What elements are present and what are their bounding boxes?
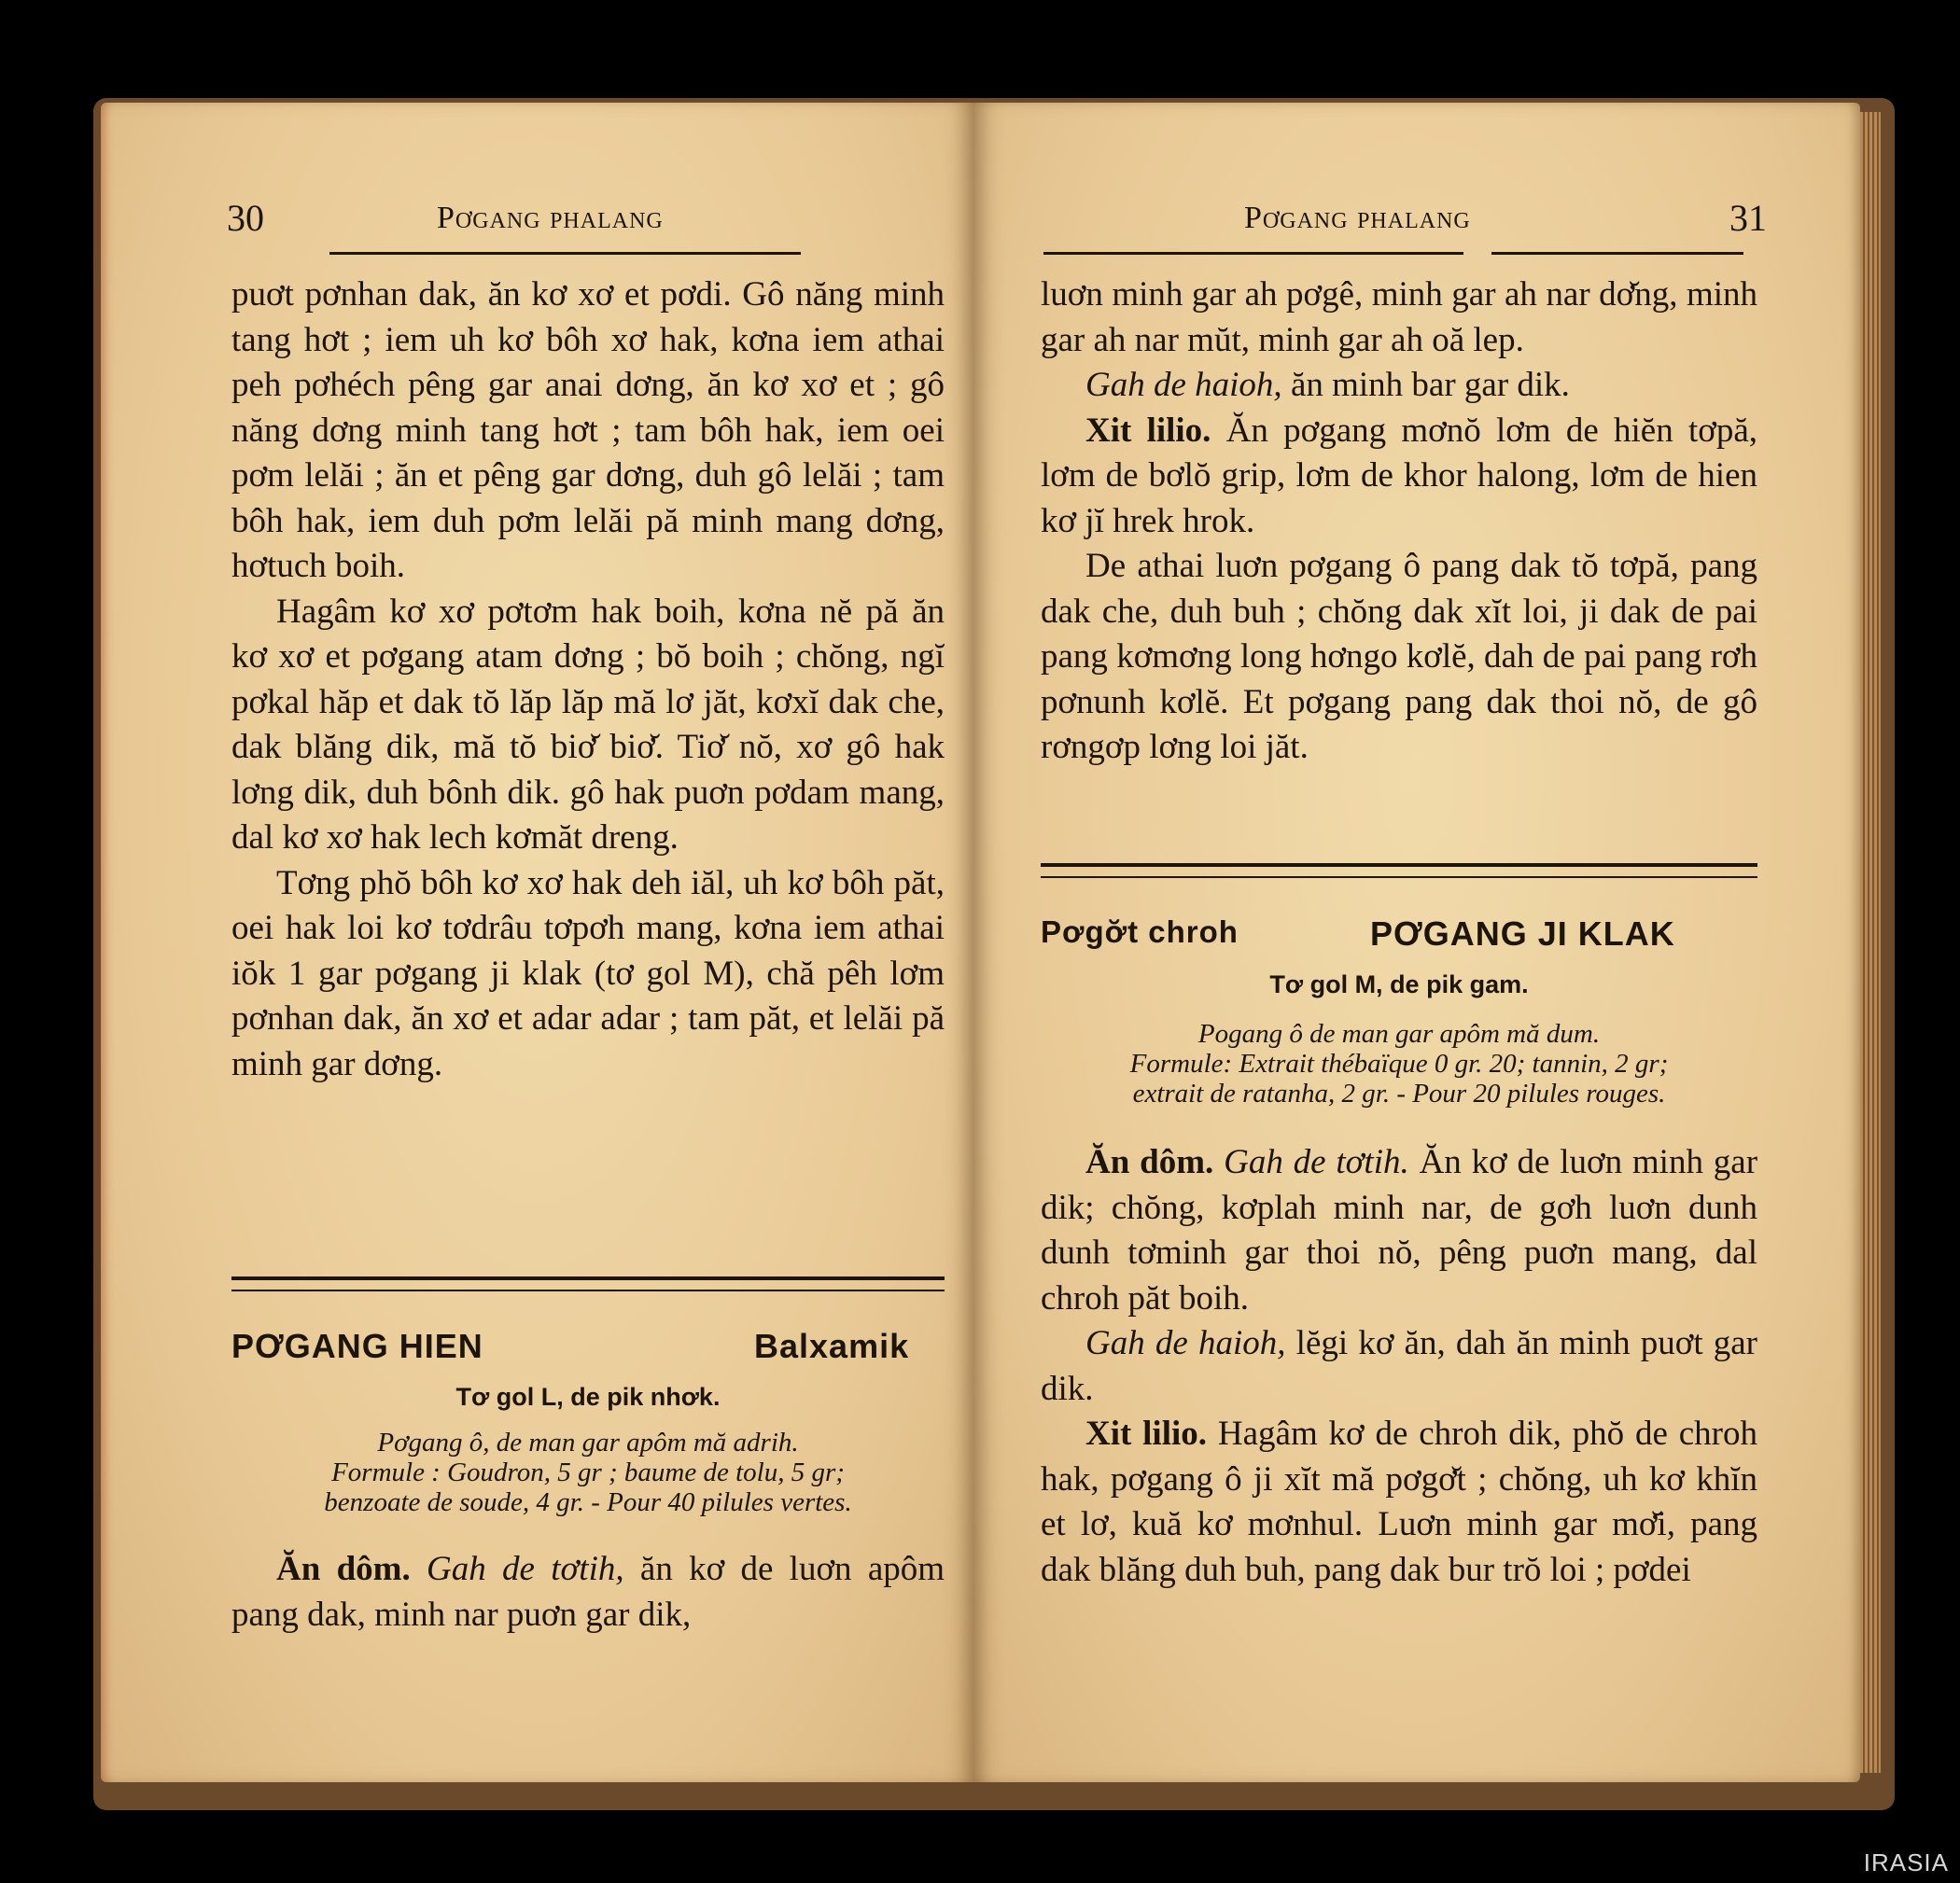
header-rule (329, 252, 801, 255)
paragraph: Hagâm kơ xơ pơtơm hak boih, kơna nĕ pă ăn kơ xơ et pơgang atam dơng ; bŏ boih ; chŏng, ngĭ pơkal hăp et dak tŏ lăp lăp mă lơ jăt, kơxĭ dak che, dak blăng dik, mă tŏ biơ̆ biơ̆. Tiơ̆ nŏ, xơ gô hak lơng dik, duh bônh dik. gô hak puơn pơdam mang, dal kơ xơ hak lech kơmăt dreng. (231, 592, 945, 857)
italic-term: Gah de haioh, (1085, 366, 1282, 404)
left-page (101, 103, 973, 1782)
lead-term: Xit lilio. (1085, 411, 1211, 450)
page-number: 30 (227, 197, 264, 239)
paragraph-text: ăn minh bar gar dik. (1290, 366, 1570, 404)
section-title-left: Pơgơ̆t chroh (1041, 914, 1239, 949)
right-body-text (1041, 272, 1757, 771)
running-head: Pơgang phalang (437, 201, 664, 235)
formula-line: Formule: Extrait thébaïque 0 gr. 20; tannin, 2 gr; (1129, 1049, 1669, 1079)
paragraph: puơt pơnhan dak, ăn kơ xơ et pơdi. Gô năng minh tang hơt ; iem uh kơ bôh xơ hak, kơna iem athai peh pơhéch pêng gar anai dơng, ăn kơ xơ et ; gô năng dơng minh tang hơt ; tam bôh hak, iem oei pơm lelăi ; ăn et pêng gar dơng, duh gô lelăi ; tam bôh hak, iem duh pơm lelăi pă minh mang dơng, hơtuch boih. (231, 275, 945, 585)
page-edges (1860, 112, 1881, 1773)
section-title: PƠGANG JI KLAK (1370, 914, 1675, 953)
page-number: 31 (1729, 197, 1767, 239)
paragraph-text: Ăn kơ de luơn minh gar dik; chŏng, kơplah minh nar, de gơh luơn dunh dunh tơminh gar thoi nŏ, pêng puơn mang, dal chroh păt boih. (1041, 1143, 1758, 1318)
section-subtitle: Tơ gol L, de pik nhơk. (455, 1383, 721, 1411)
formula (231, 1428, 945, 1517)
lead-term: Ăn dôm. (1085, 1143, 1214, 1181)
italic-term: Gah de haioh, (1085, 1324, 1286, 1362)
header-rule (1491, 252, 1743, 255)
paragraph-text: Hagâm kơ de chroh dik, phŏ de chroh hak, pơgang ô ji xĭt mă pơgơ̆t ; chŏng, uh kơ khĭn et lơ, kuă kơ mơnhul. Luơn minh gar mơ̆i, pang dak blăng duh buh, pang dak bur trŏ loi ; pơdei (1041, 1415, 1757, 1589)
header-rule (1043, 252, 1463, 255)
paragraph: De athai luơn pơgang ô pang dak tŏ tơpă, pang dak che, duh buh ; chŏng dak xĭt loi, ji dak de pai pang kơmơng long hơngo kơlĕ, dah de pai pang rơh pơnunh kơlĕ. Et pơgang pang dak thoi nŏ, de gô rơngơp lơng loi jăt. (1041, 547, 1757, 766)
formula-line: Pogang ô de man gar apôm mă dum. (1197, 1019, 1601, 1049)
section-body (231, 1547, 945, 1638)
formula-line: extrait de ratanha, 2 gr. - Pour 20 pilules rouges. (1132, 1079, 1666, 1109)
formula-line: Formule : Goudron, 5 gr ; baume de tolu, 5 gr; (331, 1458, 845, 1487)
section-divider (1041, 863, 1757, 878)
formula (1041, 1019, 1757, 1109)
section-title-right: Balxamik (754, 1327, 910, 1365)
watermark: IRASIA (1863, 1848, 1949, 1876)
paragraph-text: lĕgi kơ ăn, dah ăn minh puơt gar dik. (1041, 1324, 1758, 1408)
lead-term: Ăn dôm. (276, 1550, 411, 1588)
paragraph-text: Ăn pơgang mơnŏ lơm de hiĕn tơpă, lơm de bơlŏ grip, lơm de khor halong, lơm de hien kơ jĭ hrek hrok. (1041, 411, 1757, 540)
section-divider (231, 1276, 945, 1291)
right-page (973, 103, 1860, 1782)
section-title: PƠGANG HIEN (231, 1327, 483, 1365)
italic-term: Gah de tơtih, (427, 1550, 624, 1588)
lead-term: Xit lilio. (1085, 1415, 1208, 1453)
running-head: Pơgang phalang (1244, 201, 1471, 235)
formula-line: Pơgang ô, de man gar apôm mă adrih. (377, 1428, 799, 1458)
left-body-text (231, 272, 945, 1087)
section-subtitle: Tơ gol M, de pik gam. (1269, 970, 1529, 998)
paragraph-text: ăn kơ de luơn apôm pang dak, minh nar puơn gar dik, (231, 1550, 945, 1634)
italic-term: Gah de tơtih. (1224, 1143, 1409, 1181)
paragraph: Tơng phŏ bôh kơ xơ hak deh iăl, uh kơ bôh păt, oei hak loi kơ tơdrâu tơpơh mang, kơna iem athai iŏk 1 gar pơgang ji klak (tơ gol M), chă pêh lơm pơnhan dak, ăn xơ et adar adar ; tam păt, et lelăi pă minh gar dơng. (231, 863, 945, 1083)
paragraph: luơn minh gar ah pơgê, minh gar ah nar dơ̆ng, minh gar ah nar mŭt, minh gar ah oă lep. (1041, 275, 1757, 359)
formula-line: benzoate de soude, 4 gr. - Pour 40 pilules vertes. (324, 1487, 852, 1517)
section-body (1041, 1140, 1757, 1593)
